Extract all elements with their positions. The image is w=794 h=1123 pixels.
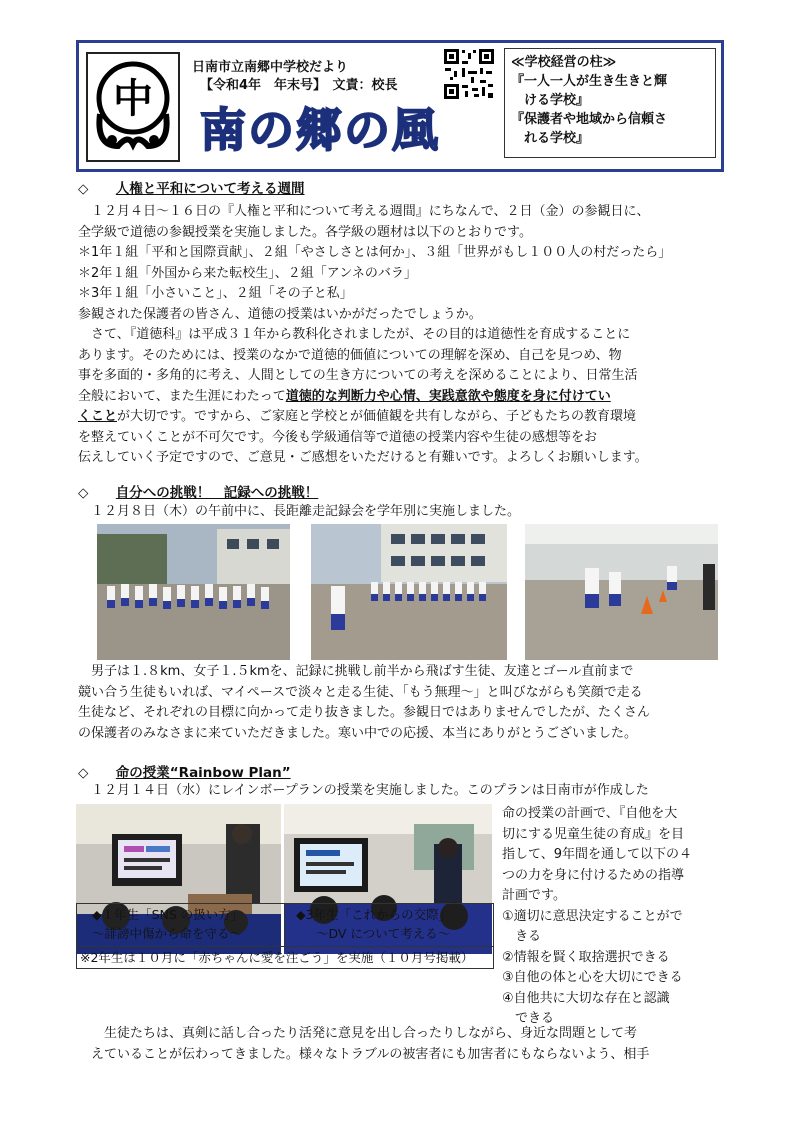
section2-intro: １２月８日（木）の午前中に、長距離走記録会を学年別に実施しました。	[78, 504, 521, 519]
side-line: 切にする児童生徒の育成』を目	[502, 826, 685, 842]
school-name: 日南市立南郷中学校だより	[192, 60, 349, 75]
paragraph-line: 生徒たちは、真剣に話し合ったり活発に意見を出し合ったりしながら、身近な問題として考	[78, 1026, 638, 1041]
side-line: 指して、9年間を通して以下の４	[502, 847, 693, 862]
list-item: できる	[502, 1011, 555, 1026]
pillar-2: 『保護者や地域から信頼さ	[511, 112, 668, 127]
list-item: ④自他共に大切な存在と認識	[502, 990, 670, 1006]
paragraph-line: 参観された保護者の皆さん、道徳の授業はいかがだったでしょうか。	[78, 306, 482, 322]
emphasis-text: くこと	[78, 409, 118, 424]
school-logo	[86, 52, 180, 162]
svg-text:中: 中	[113, 76, 153, 122]
diamond-icon: ◇	[78, 485, 89, 501]
paragraph-line: ＊2年１組「外国から来た転校生」、２組「アンネのバラ」	[78, 265, 417, 281]
paragraph-line: えていることが伝わってきました。様々なトラブルの被害者にも加害者にもならないよう、相手	[78, 1046, 650, 1062]
paragraph-line: 事を多面的・多角的に考え、人間としての生き方についての考えを深めることにより、日常生活	[78, 368, 638, 383]
paragraph-line: 全学級で道徳の参観授業を実施しました。各学級の題材は以下のとおりです。	[78, 224, 532, 240]
grade2-note: ※2年生は１０月に「赤ちゃんに愛を注ごう」を実施（１０月号掲載）	[80, 950, 474, 965]
section-heading-rainbow-plan: ◇ 命の授業“Rainbow Plan”	[78, 765, 291, 781]
list-item: ③自他の体と心を大切にできる	[502, 970, 683, 985]
caption-divider	[284, 903, 285, 947]
diamond-icon: ◇	[78, 765, 89, 781]
paragraph-line: の保護者のみなさまに来ていただきました。寒い中での応援、本当にありがとうございました。	[78, 725, 638, 741]
paragraph-line: 競い合う生徒もいれば、マイペースで淡々と走る生徒、「もう無理～」と叫びながらも笑顔で走る	[78, 684, 643, 700]
paragraph-line: 伝えしていく予定ですので、ご意見・ご感想をいただけると有難いです。よろしくお願いします。	[78, 450, 648, 465]
section1-body	[78, 202, 671, 469]
section-heading-human-rights: ◇ 人権と平和について考える週間	[78, 181, 305, 197]
caption-grade1-title: ◆１年生「SNS の扱い方」	[92, 907, 244, 922]
paragraph-line: 全般において、また生涯にわたって道徳的な判断力や心情、実践意欲や態度を身に付けてい	[78, 388, 611, 404]
pillar-1-cont: ける学校』	[511, 93, 590, 108]
newsletter-title: 南の郷の風	[200, 103, 440, 157]
side-line: 命の授業の計画で、『自他を大	[502, 806, 678, 821]
list-item: ①適切に意思決定することがで	[502, 908, 683, 924]
paragraph-line: ＊1年１組「平和と国際貢献」、２組「やさしさとは何か」、３組「世界がもし１００人の村だったら」	[78, 245, 672, 260]
emphasis-text: 道徳的な判断力や心情、実践意欲や態度を身に付けてい	[285, 388, 611, 404]
issue-info: 【令和4年 年末号】 文責：校長	[200, 78, 398, 93]
photo-running-group-2	[311, 524, 507, 660]
section3-intro: １２月１４日（水）にレインボープランの授業を実施しました。このプランは日南市が作成した	[78, 783, 649, 798]
list-item: きる	[502, 929, 542, 944]
paragraph-line: 男子は１.８km、女子１.５kmを、記録に挑戦し前半から飛ばす生徒、友達とゴール直前まで	[78, 664, 634, 679]
section3-closing	[78, 1024, 649, 1065]
side-line: 計画です。	[502, 888, 566, 903]
caption-grade3-title: ◆3年生「これからの交際」	[296, 907, 452, 922]
paragraph-line: 生徒など、それぞれの目標に向かって走り抜きました。参観日ではありませんでしたが、たくさん	[78, 705, 651, 720]
paragraph-line: を整えていくことが不可欠です。今後も学級通信等で道徳の授業内容や生徒の感想等をお	[78, 429, 597, 445]
qr-code-icon[interactable]	[442, 47, 496, 101]
photo-running-group-1	[97, 524, 290, 660]
paragraph-line: １２月４日～１６日の『人権と平和について考える週間』にちなんで、２日（金）の参観日に、	[78, 204, 650, 219]
section3-side-text	[502, 804, 692, 1030]
side-line: つの力を身に付けるための指導	[502, 867, 685, 883]
diamond-icon: ◇	[78, 181, 89, 197]
pillar-2-cont: れる学校』	[511, 131, 590, 146]
school-pillars-box	[504, 48, 716, 158]
paragraph-line: さて、『道徳科』は平成３１年から教科化されましたが、その目的は道徳性を育成することに	[78, 327, 631, 342]
pillars-heading: ≪学校経営の柱≫	[511, 55, 617, 70]
section-heading-long-distance: ◇ 自分への挑戦！ 記録への挑戦！	[78, 485, 319, 501]
section2-body	[78, 662, 650, 744]
paragraph-line: ＊3年１組「小さいこと」、２組「その子と私」	[78, 286, 353, 301]
caption-grade3-sub: ～DV について考える～	[316, 926, 451, 941]
paragraph-line: あります。そのためには、授業のなかで道徳的価値についての理解を深め、自己を見つめ、物	[78, 347, 622, 363]
pillar-1: 『一人一人が生き生きと輝	[511, 74, 668, 89]
paragraph-line: くことが大切です。ですから、ご家庭と学校とが価値観を共有しながら、子どもたちの教育環境	[78, 409, 636, 424]
photo-running-group-3	[525, 524, 718, 660]
caption-grade1-sub: ～誹謗中傷から命を守る～	[92, 926, 243, 941]
list-item: ②情報を賢く取捨選択できる	[502, 949, 670, 965]
